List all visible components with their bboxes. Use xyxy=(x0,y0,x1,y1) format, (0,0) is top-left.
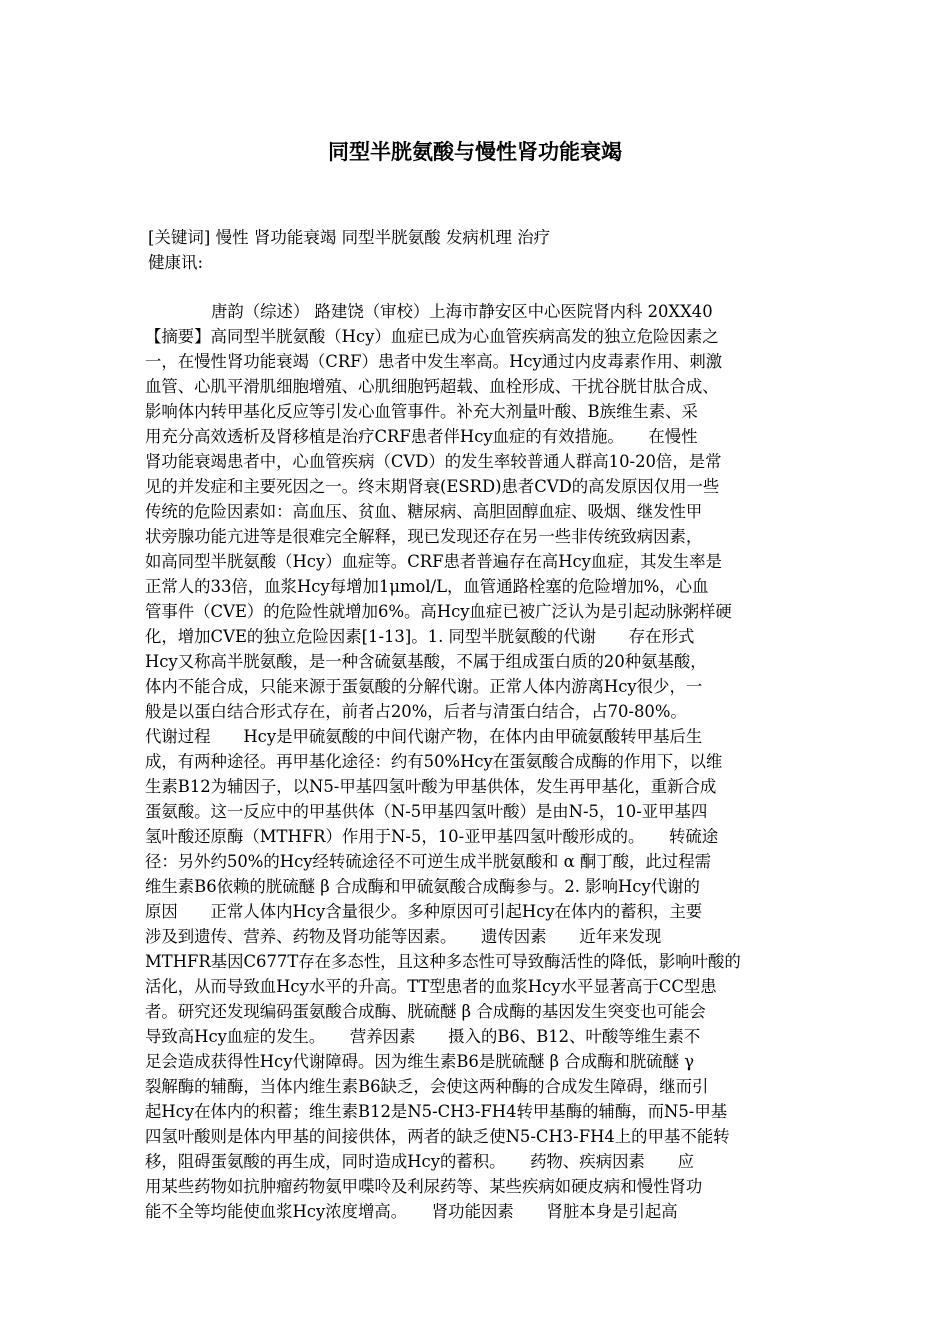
body-text-line: MTHFR基因C677T存在多态性，且这种多态性可导致酶活性的降低，影响叶酸的 xyxy=(145,952,741,971)
body-text-line: 能不全等均能使血浆Hcy浓度增高。 肾功能因素 肾脏本身是引起高 xyxy=(145,1202,678,1221)
body-text-line: 导致高Hcy血症的发生。 营养因素 摄入的B6、B12、叶酸等维生素不 xyxy=(145,1027,701,1046)
body-text-line: 见的并发症和主要死因之一。终末期肾衰(ESRD)患者CVD的高发原因仅用一些 xyxy=(145,477,720,496)
body-text-line: 传统的危险因素如：高血压、贫血、糖尿病、高胆固醇血症、吸烟、继发性甲 xyxy=(145,502,703,521)
keywords-line: [关键词] 慢性 肾功能衰竭 同型半胱氨酸 发病机理 治疗 xyxy=(148,228,551,247)
body-text-line: 状旁腺功能亢进等是很难完全解释，现已发现还存在另一些非传统致病因素， xyxy=(145,527,703,546)
body-text-line: 般是以蛋白结合形式存在，前者占20%，后者与清蛋白结合，占70-80%。 xyxy=(145,702,687,721)
body-text-line: 正常人的33倍，血浆Hcy每增加1μmol/L，血管通路栓塞的危险增加%，心血 xyxy=(145,577,709,596)
body-text-line: 氢叶酸还原酶（MTHFR）作用于N-5，10-亚甲基四氢叶酸形成的。 转硫途 xyxy=(145,827,719,846)
source-line: 健康讯: xyxy=(148,253,204,272)
body-text-line: 涉及到遗传、营养、药物及肾功能等因素。 遗传因素 近年来发现 xyxy=(145,927,662,946)
body-text-line: 蛋氨酸。这一反应中的甲基供体（N-5甲基四氢叶酸）是由N-5，10-亚甲基四 xyxy=(145,802,708,821)
body-text-line: 影响体内转甲基化反应等引发心血管事件。补充大剂量叶酸、B族维生素、采 xyxy=(145,402,698,421)
body-text-line: 代谢过程 Hcy是甲硫氨酸的中间代谢产物，在体内由甲硫氨酸转甲基后生 xyxy=(145,727,703,746)
body-text-line: 者。研究还发现编码蛋氨酸合成酶、胱硫醚 β 合成酶的基因发生突变也可能会 xyxy=(145,1002,706,1021)
document-title: 同型半胱氨酸与慢性肾功能衰竭 xyxy=(328,140,622,164)
body-text-line: Hcy又称高半胱氨酸，是一种含硫氨基酸，不属于组成蛋白质的20种氨基酸， xyxy=(145,652,707,671)
body-text-line: 化，增加CVE的独立危险因素[1-13]。1. 同型半胱氨酸的代谢 存在形式 xyxy=(145,627,695,646)
body-text-line: 【摘要】高同型半胱氨酸（Hcy）血症已成为心血管疾病高发的独立危险因素之 xyxy=(145,327,719,346)
body-text-line: 如高同型半胱氨酸（Hcy）血症等。CRF患者普遍存在高Hcy血症，其发生率是 xyxy=(145,552,723,571)
document-body xyxy=(145,299,810,1224)
body-text-line: 成，有两种途径。再甲基化途径：约有50%Hcy在蛋氨酸合成酶的作用下，以维 xyxy=(145,752,723,771)
body-text-line: 肾功能衰竭患者中，心血管疾病（CVD）的发生率较普通人群高10-20倍，是常 xyxy=(145,452,722,471)
body-text-line: 径：另外约50%的Hcy经转硫途径不可逆生成半胱氨酸和 α 酮丁酸，此过程需 xyxy=(145,852,711,871)
body-text-line: 生素B12为辅因子，以N5-甲基四氢叶酸为甲基供体，发生再甲基化，重新合成 xyxy=(145,777,717,796)
body-text-line: 血管、心肌平滑肌细胞增殖、心肌细胞钙超载、血栓形成、干扰谷胱甘肽合成、 xyxy=(145,377,719,396)
body-text-line: 原因 正常人体内Hcy含量很少。多种原因可引起Hcy在体内的蓄积，主要 xyxy=(145,902,703,921)
body-text-line: 起Hcy在体内的积蓄；维生素B12是N5-CH3-FH4转甲基酶的辅酶，而N5-甲基 xyxy=(145,1102,728,1121)
body-text-line: 移，阻碍蛋氨酸的再生成，同时造成Hcy的蓄积。 药物、疾病因素 应 xyxy=(145,1152,695,1171)
body-text-line: 体内不能合成，只能来源于蛋氨酸的分解代谢。正常人体内游离Hcy很少，一 xyxy=(145,677,703,696)
body-text-line: 四氢叶酸则是体内甲基的间接供体，两者的缺乏使N5-CH3-FH4上的甲基不能转 xyxy=(145,1127,730,1146)
body-text-line: 活化，从而导致血Hcy水平的升高。TT型患者的血浆Hcy水平显著高于CC型患 xyxy=(145,977,717,996)
author-line: 唐韵（综述） 路建饶（审校）上海市静安区中心医院肾内科 20XX40 xyxy=(211,302,713,321)
body-text-line: 足会造成获得性Hcy代谢障碍。因为维生素B6是胱硫醚 β 合成酶和胱硫醚 γ xyxy=(145,1052,695,1071)
body-text-line: 裂解酶的辅酶，当体内维生素B6缺乏，会使这两种酶的合成发生障碍，继而引 xyxy=(145,1077,709,1096)
body-text-line: 维生素B6依赖的胱硫醚 β 合成酶和甲硫氨酸合成酶参与。2. 影响Hcy代谢的 xyxy=(145,877,700,896)
body-text-line: 用充分高效透析及肾移植是治疗CRF患者伴Hcy血症的有效措施。 在慢性 xyxy=(145,427,698,446)
body-text-line: 一，在慢性肾功能衰竭（CRF）患者中发生率高。Hcy通过内皮毒素作用、刺激 xyxy=(145,352,723,371)
body-text-line: 管事件（CVE）的危险性就增加6%。高Hcy血症已被广泛认为是引起动脉粥样硬 xyxy=(145,602,732,621)
body-text-line: 用某些药物如抗肿瘤药物氨甲喋呤及利尿药等、某些疾病如硬皮病和慢性肾功 xyxy=(145,1177,703,1196)
